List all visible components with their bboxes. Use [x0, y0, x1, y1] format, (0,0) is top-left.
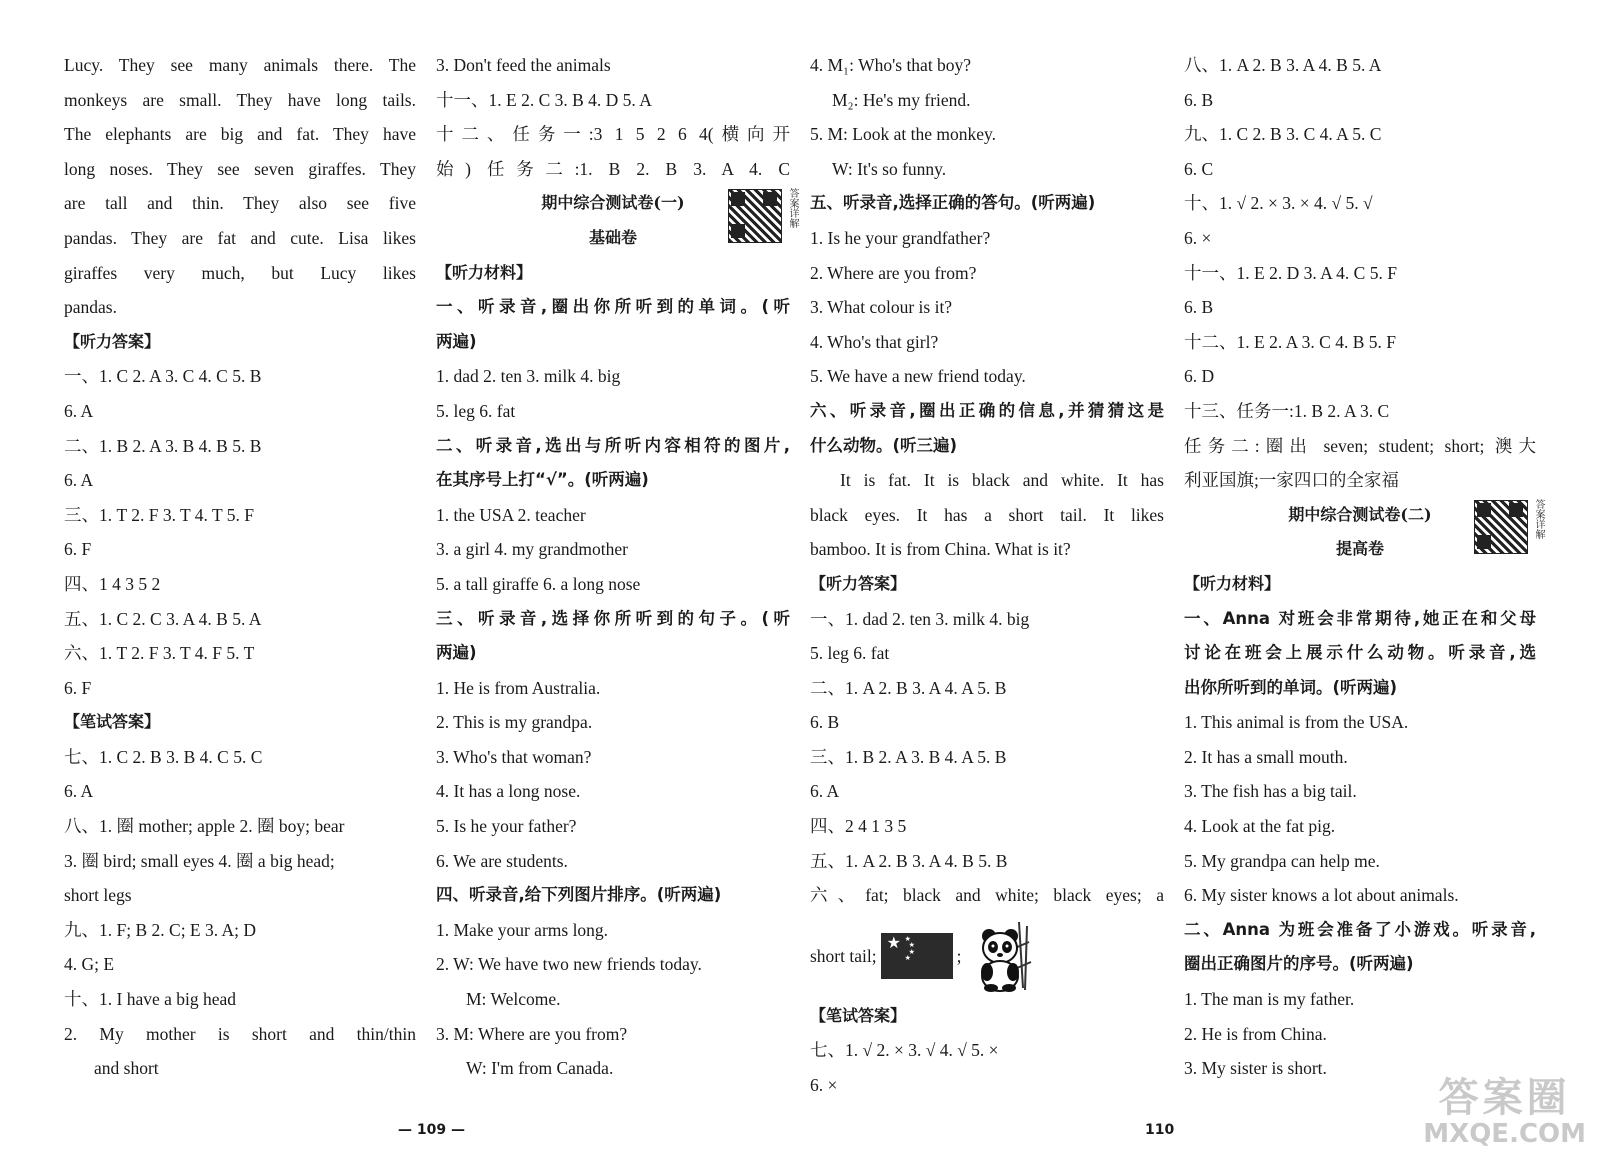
text-line: Lucy. They see many animals there. The — [64, 55, 416, 75]
answer-line: 一、1. C 2. A 3. C 4. C 5. B — [64, 366, 262, 387]
question-heading: 三、听录音,选择你所听到的句子。(听 — [436, 608, 790, 628]
question-heading: 一、听录音,圈出你所听到的单词。(听 — [436, 297, 790, 317]
exam-subtitle-text: 基础卷 — [588, 227, 637, 247]
page-number-right: 110 — [1145, 1122, 1175, 1138]
answer-line: 九、1. C 2. B 3. C 4. A 5. C — [1184, 124, 1382, 145]
answer-line: 6. A — [64, 781, 94, 802]
text-line: 2. Where are you from? — [810, 262, 977, 283]
answer-line: 七、1. √ 2. × 3. √ 4. √ 5. × — [810, 1040, 999, 1061]
answer-line: 四、1 4 3 5 2 — [64, 573, 161, 594]
text-line: 3. Who's that woman? — [436, 746, 592, 767]
answer-line: 七、1. C 2. B 3. B 4. C 5. C — [64, 746, 263, 767]
panda-icon — [967, 918, 1043, 994]
text-line: 5. a tall giraffe 6. a long nose — [436, 573, 641, 594]
china-flag-icon: ★ ★ ★ ★ ★ — [881, 933, 953, 979]
answer-line: 八、1. A 2. B 3. A 4. B 5. A — [1184, 55, 1382, 75]
question-heading: 两遍) — [436, 643, 477, 663]
text-line: 5. leg 6. fat — [436, 400, 516, 421]
question-heading: 在其序号上打“√”。(听两遍) — [436, 470, 649, 490]
question-heading: 两遍) — [436, 331, 477, 351]
section-heading: 【笔试答案】 — [810, 1005, 907, 1025]
question-heading: 二、听录音,选出与所听内容相符的图片, — [436, 435, 790, 455]
answer-line: 八、1. 圈 mother; apple 2. 圈 boy; bear — [64, 816, 345, 837]
text-line: 2. W: We have two new friends today. — [436, 954, 702, 975]
text-line: 2. He is from China. — [1184, 1023, 1327, 1044]
text-line: 3. My sister is short. — [1184, 1058, 1327, 1079]
watermark-title: 答案圈 — [1438, 1075, 1571, 1121]
text-line: 5. M: Look at the monkey. — [810, 124, 996, 145]
text-line: 1. Is he your grandfather? — [810, 227, 991, 248]
section-heading: 【听力答案】 — [810, 573, 907, 593]
text-line: 1. He is from Australia. — [436, 677, 601, 698]
watermark-domain: MXQE.COM — [1423, 1119, 1586, 1149]
answer-line: 3. Don't feed the animals — [436, 55, 611, 75]
answer-line: 一、1. dad 2. ten 3. milk 4. big — [810, 608, 1030, 629]
answer-line: 三、1. B 2. A 3. B 4. A 5. B — [810, 746, 1007, 767]
page-column-3 — [810, 48, 1164, 1103]
question-heading: 四、听录音,给下列图片排序。(听两遍) — [436, 885, 722, 905]
qr-code-icon — [1474, 500, 1528, 554]
exam-title: 期中综合测试卷(二) — [1288, 504, 1432, 524]
answer-line: 5. leg 6. fat — [810, 643, 890, 664]
qr-label: 答案详解 — [787, 188, 798, 228]
answer-line: 始) 任务二:1. B 2. B 3. A 4. C — [436, 158, 790, 179]
text-line: 5. We have a new friend today. — [810, 366, 1026, 387]
answer-line: 三、1. T 2. F 3. T 4. T 5. F — [64, 504, 254, 525]
text-line: 5. Is he your father? — [436, 816, 577, 837]
answer-line: 十、1. I have a big head — [64, 989, 237, 1010]
text-line: pandas. — [64, 297, 117, 318]
answer-line: 六、1. T 2. F 3. T 4. F 5. T — [64, 643, 255, 664]
text-line: 4. Who's that girl? — [810, 331, 939, 352]
text-line: M: Welcome. — [466, 989, 561, 1010]
answer-line: 五、1. C 2. C 3. A 4. B 5. A — [64, 608, 262, 629]
section-heading: 【听力材料】 — [436, 262, 533, 282]
text-line: The elephants are big and fat. They have — [64, 124, 416, 145]
text-line: pandas. They are fat and cute. Lisa likes — [64, 227, 416, 248]
qr-code-icon — [728, 189, 782, 243]
qr-label: 答案详解 — [1533, 499, 1544, 539]
answer-line: 十三、任务一:1. B 2. A 3. C — [1184, 400, 1390, 421]
text-line: black eyes. It has a short tail. It likes — [810, 504, 1164, 525]
text-line: 1. dad 2. ten 3. milk 4. big — [436, 366, 621, 387]
text-line: 3. M: Where are you from? — [436, 1023, 628, 1044]
text-line: 4. Look at the fat pig. — [1184, 816, 1336, 837]
question-heading: 出你所听到的单词。(听两遍) — [1184, 677, 1398, 697]
question-heading: 六、听录音,圈出正确的信息,并猜猜这是 — [810, 400, 1164, 420]
answer-line: 六、fat; black and white; black eyes; a — [810, 885, 1164, 906]
text-line: W: It's so funny. — [832, 158, 947, 179]
answer-line: 3. 圈 bird; small eyes 4. 圈 a big head; — [64, 850, 335, 871]
text-line: giraffes very much, but Lucy likes — [64, 262, 416, 283]
answer-line: 十二、任务一:3 1 5 2 6 4(横向开 — [436, 124, 790, 145]
text-line: 6. My sister knows a lot about animals. — [1184, 885, 1459, 906]
text-line: 4. M₁: Who's that boy? — [810, 55, 972, 75]
text-line: W: I'm from Canada. — [466, 1058, 614, 1079]
answer-line: and short — [94, 1058, 159, 1079]
qr-block — [720, 186, 798, 250]
text-line: 3. a girl 4. my grandmother — [436, 539, 628, 560]
exam-title: 期中综合测试卷(一) — [541, 193, 685, 213]
answer-line: 十一、1. E 2. D 3. A 4. C 5. F — [1184, 262, 1397, 283]
text-line: 6. We are students. — [436, 850, 568, 871]
answer-line: 6. F — [64, 539, 92, 560]
text-line: M₂: He's my friend. — [832, 89, 971, 110]
section-heading: 【听力答案】 — [64, 331, 161, 351]
page-column-2 — [436, 48, 798, 1086]
answer-line: 十、1. √ 2. × 3. × 4. √ 5. √ — [1184, 193, 1373, 214]
text-line: monkeys are small. They have long tails. — [64, 89, 416, 110]
text-line: 2. This is my grandpa. — [436, 712, 593, 733]
answer-line: 十二、1. E 2. A 3. C 4. B 5. F — [1184, 331, 1396, 352]
text-line: 5. My grandpa can help me. — [1184, 850, 1380, 871]
text-line: It is fat. It is black and white. It has — [840, 470, 1164, 491]
answer-line: 6. × — [1184, 227, 1212, 248]
section-heading: 【听力材料】 — [1184, 573, 1281, 593]
answer-line: 任务二:圈出 seven; student; short; 澳大 — [1184, 435, 1536, 456]
text-line: long noses. They see seven giraffes. They — [64, 158, 416, 179]
answer-line: 6. A — [810, 781, 840, 802]
answer-line: 6. A — [64, 400, 94, 421]
question-heading: 圈出正确图片的序号。(听两遍) — [1184, 954, 1414, 974]
text-line: 1. the USA 2. teacher — [436, 504, 586, 525]
section-heading: 【笔试答案】 — [64, 712, 161, 732]
answer-line: 利亚国旗;一家四口的全家福 — [1184, 470, 1399, 491]
answer-line: 九、1. F; B 2. C; E 3. A; D — [64, 919, 257, 940]
qr-block — [1466, 497, 1544, 561]
answer-line: 6. × — [810, 1075, 838, 1096]
answer-line: 十一、1. E 2. C 3. B 4. D 5. A — [436, 89, 652, 110]
exam-subtitle-text: 提高卷 — [1335, 539, 1384, 559]
text-line: 3. What colour is it? — [810, 297, 953, 318]
text-line: are tall and thin. They also see five — [64, 193, 416, 214]
text-line: 4. It has a long nose. — [436, 781, 581, 802]
answer-line: 4. G; E — [64, 954, 115, 975]
text-line: 1. This animal is from the USA. — [1184, 712, 1409, 733]
answer-text: short tail; — [810, 945, 877, 966]
question-heading: 五、听录音,选择正确的答句。(听两遍) — [810, 193, 1096, 213]
question-heading: 讨论在班会上展示什么动物。听录音,选 — [1184, 643, 1536, 663]
answer-line: 二、1. A 2. B 3. A 4. A 5. B — [810, 677, 1007, 698]
text-line: 1. The man is my father. — [1184, 989, 1355, 1010]
answer-line: 6. B — [1184, 297, 1214, 318]
text-line: bamboo. It is from China. What is it? — [810, 539, 1071, 560]
answer-line: 二、1. B 2. A 3. B 4. B 5. B — [64, 435, 262, 456]
question-heading: 什么动物。(听三遍) — [810, 435, 958, 455]
answer-line: 6. F — [64, 677, 92, 698]
answer-image-line — [810, 913, 1164, 999]
answer-line: short legs — [64, 885, 132, 906]
answer-line: 四、2 4 1 3 5 — [810, 816, 907, 837]
page-column-4 — [1184, 48, 1544, 1086]
question-heading: 一、Anna 对班会非常期待,她正在和父母 — [1184, 608, 1536, 628]
watermark-logo — [1423, 1076, 1586, 1148]
answer-line: 2. My mother is short and thin/thin — [64, 1023, 416, 1044]
text-line: 2. It has a small mouth. — [1184, 746, 1348, 767]
answer-line: 6. D — [1184, 366, 1215, 387]
page-column-1 — [64, 48, 416, 1086]
answer-separator: ; — [956, 945, 962, 966]
answer-line: 6. C — [1184, 158, 1214, 179]
answer-line: 6. B — [1184, 89, 1214, 110]
answer-line: 6. B — [810, 712, 840, 733]
answer-line: 五、1. A 2. B 3. A 4. B 5. B — [810, 850, 1008, 871]
text-line: 3. The fish has a big tail. — [1184, 781, 1357, 802]
page-number-left: — 109 — — [398, 1122, 465, 1138]
text-line: 1. Make your arms long. — [436, 919, 609, 940]
question-heading: 二、Anna 为班会准备了小游戏。听录音, — [1184, 919, 1536, 939]
answer-line: 6. A — [64, 470, 94, 491]
